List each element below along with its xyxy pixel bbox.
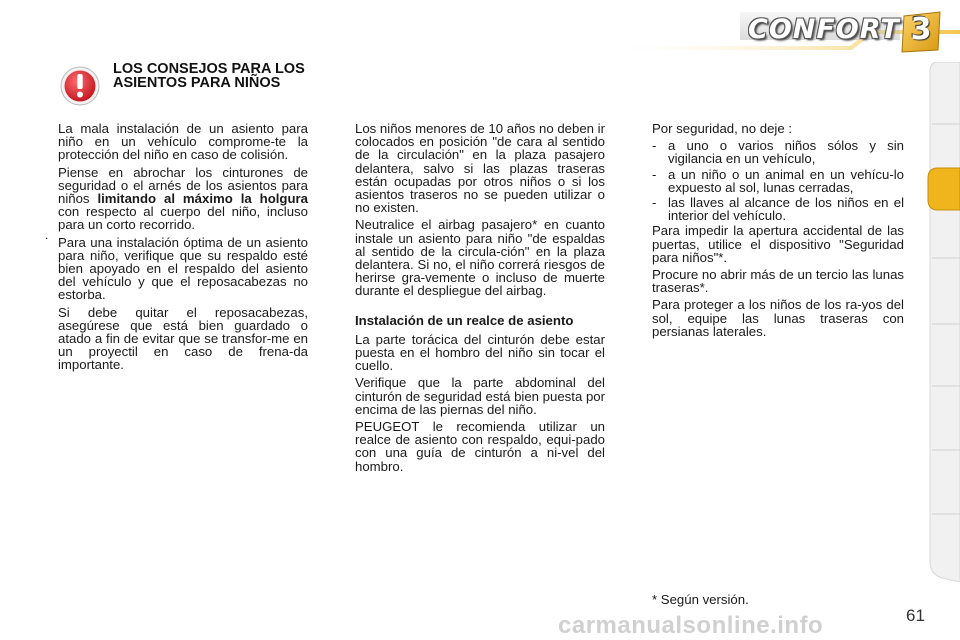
paragraph: La parte torácica del cinturón debe estar puesta en el hombro del niño sin tocar el cuello. [355,331,605,374]
paragraph: Los niños menores de 10 años no deben ir colocados en posición "de cara al sentido de la circulación" en la plaza pasajero delantera, salvo si las plazas traseras están ocupadas por otros niños o si los asientos traseros no se pueden utilizar o no existen. [355,121,606,216]
column-2 [355,122,605,477]
column-3 [652,122,904,342]
paragraph: Neutralice el airbag pasajero* en cuanto instale un asiento para niño "de espaldas al sentido de la circula-ción" en la plaza delantera. Si no, el niño correrá riesgos de herirse gra-vemente o incluso de muerte durante el despliegue del airbag. [355,217,605,299]
paragraph: PEUGEOT le recomienda utilizar un realce de asiento con respaldo, equi-pado con una guía de cinturón a ni-vel del hombro. [355,419,605,474]
watermark: carmanualsonline.info [558,612,824,639]
paragraph: Para proteger a los niños de los ra-yos del sol, equipe las lunas traseras con persianas laterales. [652,297,904,339]
warning-exclamation-icon [60,66,100,106]
section-title: LOS CONSEJOS PARA LOS ASIENTOS PARA NIÑOS [113,61,305,91]
column-1 [58,122,308,376]
paragraph: La mala instalación de un asiento para niño en un vehículo comprome-te la protección del niño en caso de colisión. [58,121,308,163]
paragraph: Si debe quitar el reposacabezas, asegúrese que está bien guardado o atado a fin de evitar que se transfor-me en un proyectil en caso de frena-da importante. [58,304,308,373]
list-item: - las llaves al alcance de los niños en el interior del vehículo. [652,196,904,222]
list-item: - a uno o varios niños sólos y sin vigilancia en un vehículo, [652,139,904,165]
chapter-title: CONFORT [748,14,900,45]
paragraph: Para una instalación óptima de un asiento para niño, verifique que su respaldo esté bien apoyado en el respaldo del asiento del vehículo y que el reposacabezas no estorba. [58,234,308,303]
page-number: 61 [906,606,925,625]
paragraph: Procure no abrir más de un tercio las lunas traseras*. [652,267,904,296]
paragraph: Para impedir la apertura accidental de las puertas, utilice el dispositivo "Seguridad para niños"*. [652,223,904,265]
paragraph: Verifique que la parte abdominal del cinturón de seguridad está bien puesta por encima de las piernas del niño. [355,375,606,417]
text-span: con respecto al cuerpo del niño, incluso para un corto recorrido. [58,204,308,233]
stray-mark: . [45,228,49,242]
chapter-number: 3 [910,12,932,47]
subsection-title: Instalación de un realce de asiento [355,312,574,328]
list-item: - a un niño o un animal en un vehícu-lo expuesto al sol, lunas cerradas, [652,168,904,194]
paragraph [58,166,308,232]
footnote: * Según versión. [652,592,749,607]
paragraph: Por seguridad, no deje : [652,121,793,136]
side-chapter-tabs [926,62,960,582]
emphasis-text: limitando al máximo la holgura [97,191,308,207]
safety-list [652,139,904,222]
text-span: Piense en abrochar los cinturones de seguridad o el arnés de los asientos para niños [58,164,308,207]
